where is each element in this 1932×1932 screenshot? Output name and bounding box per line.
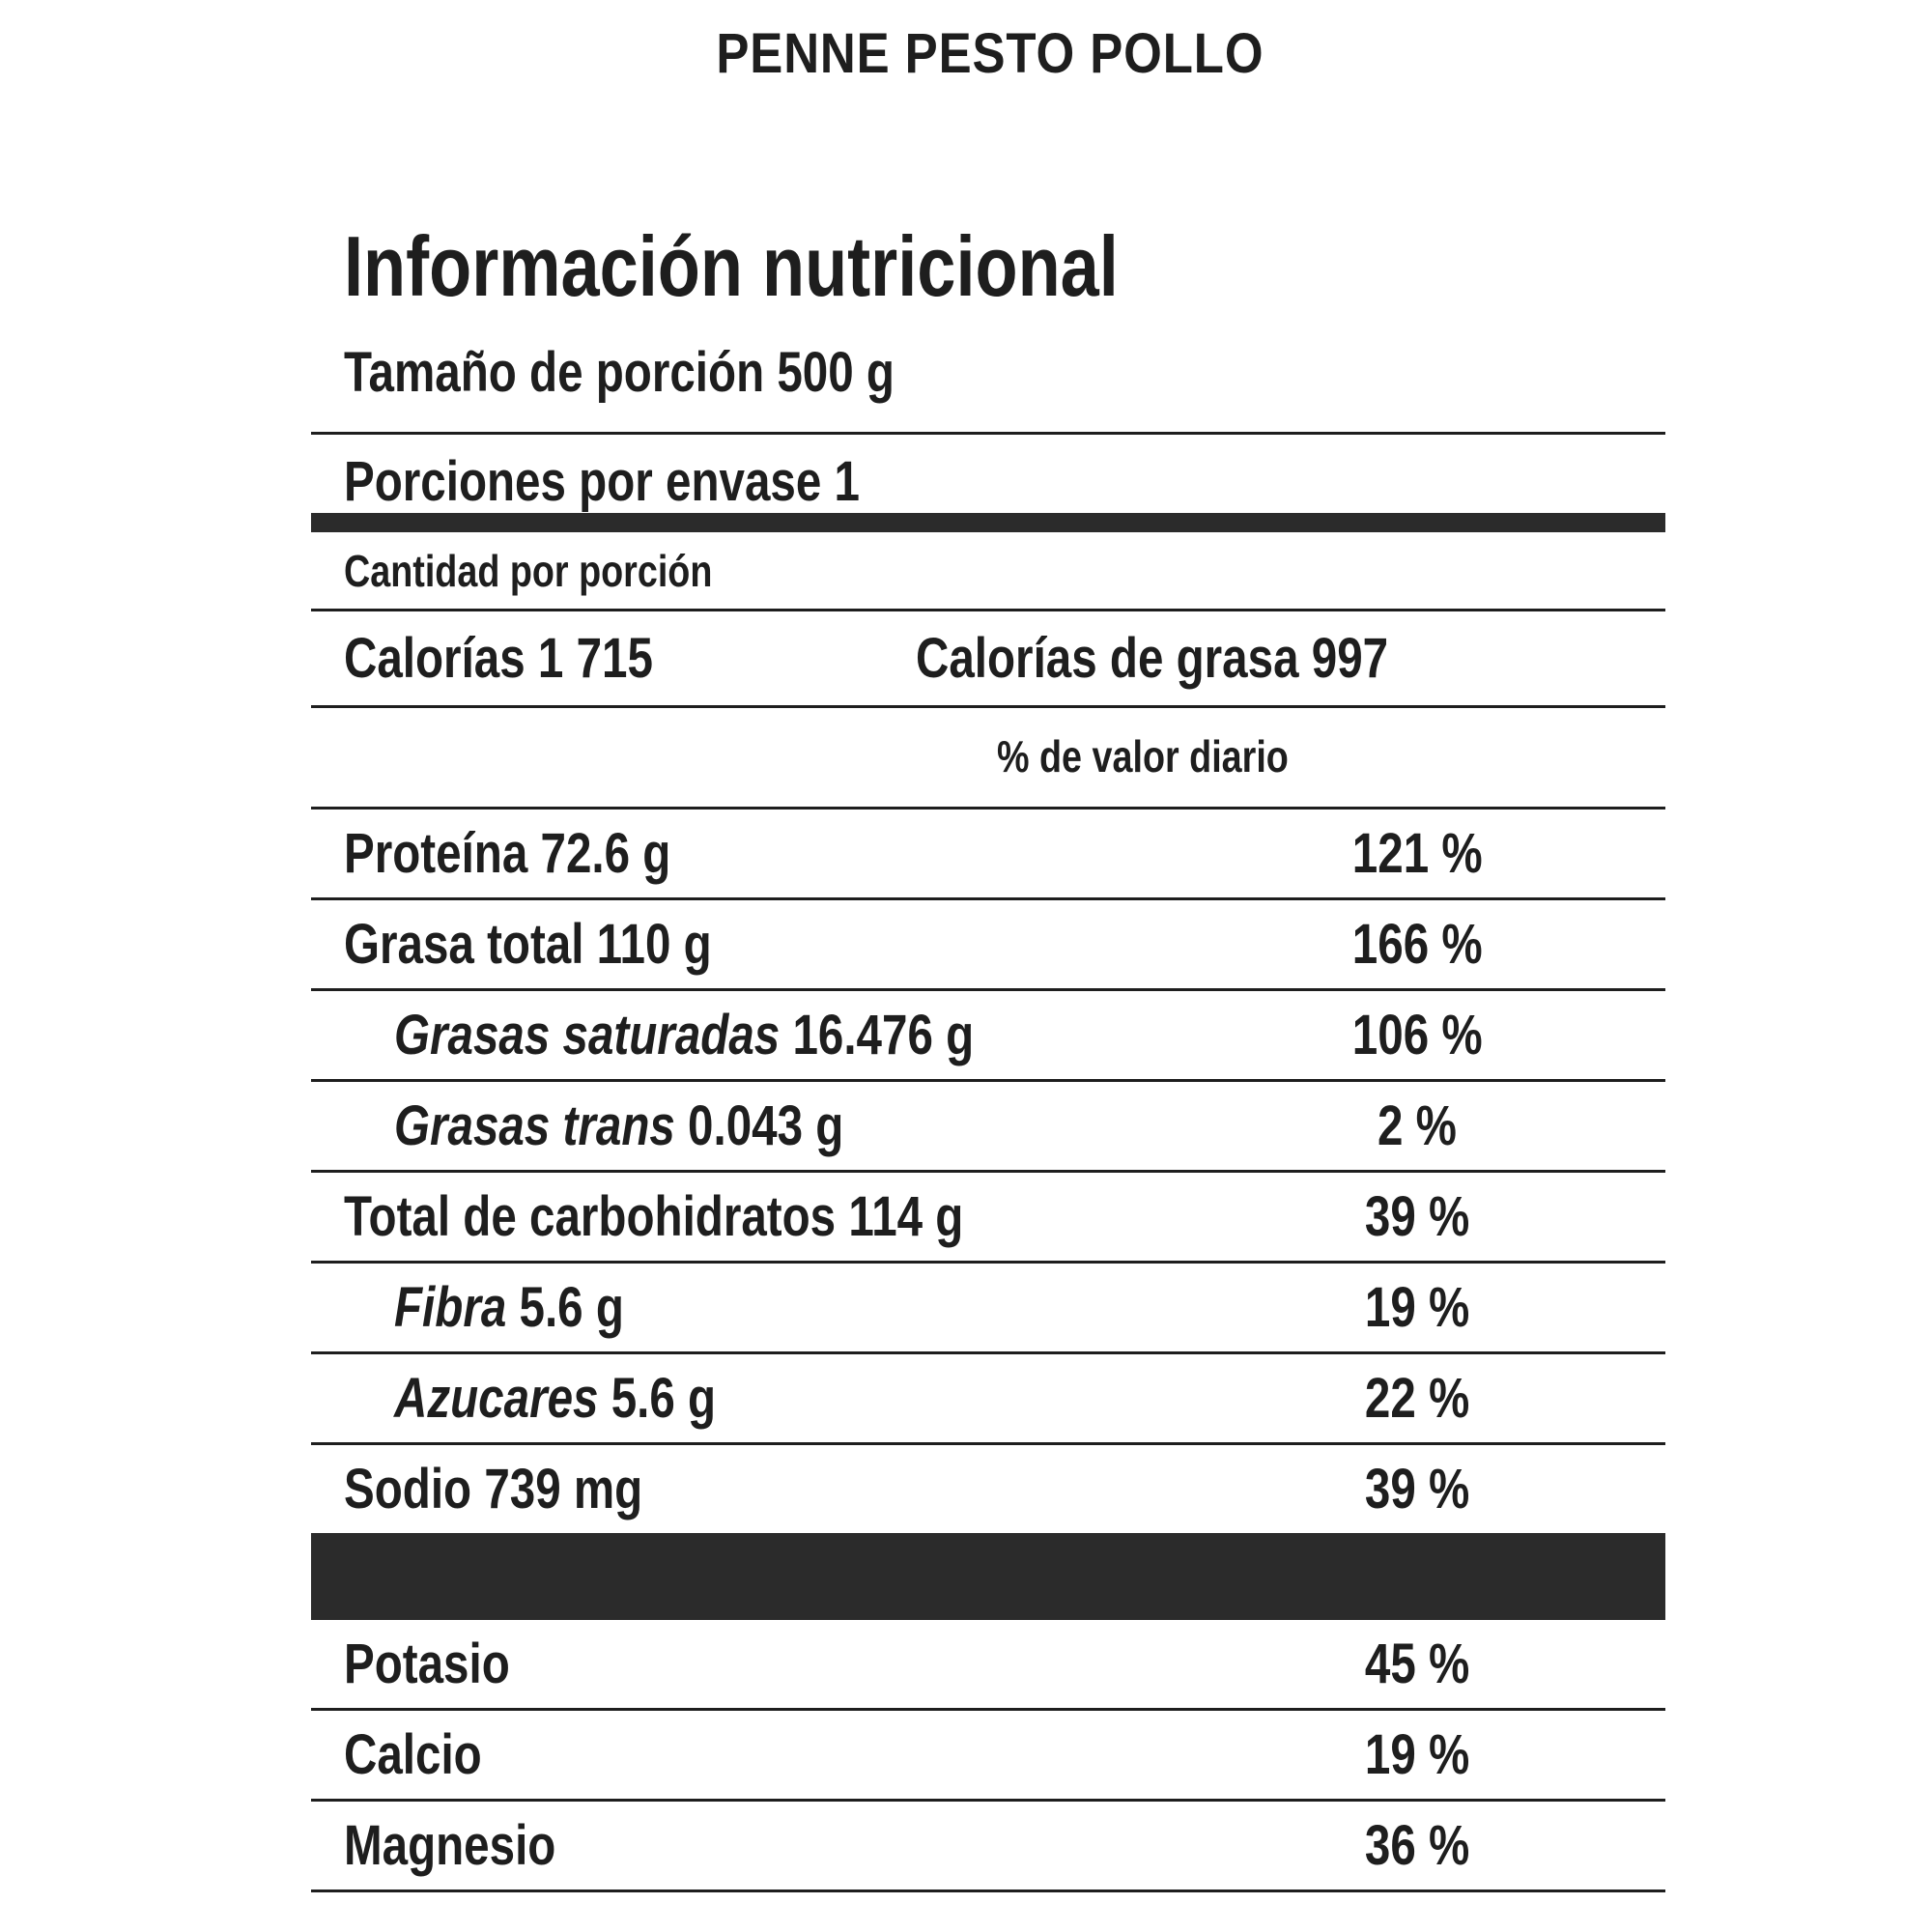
nutrient-row-fiber (311, 1264, 1665, 1354)
calories-from-fat: Calorías de grasa 997 (916, 627, 1389, 690)
serving-size-row (311, 325, 1665, 435)
mineral-row-magnesium (311, 1802, 1665, 1892)
nutrient-row-sodium (311, 1445, 1665, 1536)
nutrient-amount: 72.6 g (540, 822, 671, 885)
servings-per-container: Porciones por envase 1 (344, 450, 860, 513)
nutrient-row-carbohydrates (311, 1173, 1665, 1264)
nutrient-row-sugars (311, 1354, 1665, 1445)
daily-value-header: % de valor diario (997, 731, 1289, 781)
nutrient-amount: 5.6 g (611, 1367, 717, 1430)
nutrient-dv: 106 % (1351, 1004, 1483, 1066)
nutrient-row-protein (311, 810, 1665, 900)
nutrient-amount: 739 mg (484, 1458, 643, 1520)
nutrition-facts-panel (311, 209, 1665, 1892)
nutrient-name: Grasa total (344, 913, 584, 976)
nutrient-dv: 19 % (1364, 1276, 1470, 1339)
nutrient-amount: 0.043 g (688, 1094, 844, 1157)
mineral-dv: 45 % (1364, 1633, 1470, 1695)
nutrient-name: Sodio (344, 1458, 472, 1520)
mineral-dv: 36 % (1364, 1814, 1470, 1877)
nutrient-amount: 16.476 g (792, 1004, 975, 1066)
nutrient-name: Azucares (394, 1367, 599, 1430)
nutrient-row-total-fat (311, 900, 1665, 991)
nutrient-amount: 5.6 g (519, 1276, 624, 1339)
nutrient-dv: 22 % (1364, 1367, 1470, 1430)
servings-per-container-row (311, 435, 1665, 532)
nutrient-dv: 2 % (1378, 1094, 1457, 1157)
nutrient-name: Total de carbohidratos (344, 1185, 837, 1248)
mineral-row-potassium (311, 1620, 1665, 1711)
nutrient-name: Fibra (394, 1276, 507, 1339)
calories-row (311, 611, 1665, 708)
mineral-row-calcium (311, 1711, 1665, 1802)
nutrient-row-saturated-fat (311, 991, 1665, 1082)
nutrient-name: Grasas trans (394, 1094, 675, 1157)
amount-per-serving-row (311, 532, 1665, 611)
mineral-name: Calcio (344, 1723, 482, 1786)
mineral-name: Potasio (344, 1633, 510, 1695)
label-heading: Información nutricional (344, 218, 1119, 314)
mineral-name: Magnesio (344, 1814, 556, 1877)
serving-size: Tamaño de porción 500 g (344, 341, 895, 404)
nutrient-dv: 39 % (1364, 1458, 1470, 1520)
nutrient-row-trans-fat (311, 1082, 1665, 1173)
nutrient-dv: 166 % (1351, 913, 1483, 976)
calories: Calorías 1 715 (344, 627, 653, 690)
amount-per-serving: Cantidad por porción (344, 546, 713, 596)
nutrient-dv: 39 % (1364, 1185, 1470, 1248)
product-title: PENNE PESTO POLLO (716, 22, 1264, 85)
section-divider-band (311, 1533, 1665, 1620)
nutrient-amount: 110 g (596, 913, 712, 976)
nutrient-dv: 121 % (1351, 822, 1483, 885)
nutrient-amount: 114 g (848, 1185, 964, 1248)
mineral-dv: 19 % (1364, 1723, 1470, 1786)
daily-value-header-row (311, 708, 1665, 810)
nutrient-name: Grasas saturadas (394, 1004, 781, 1066)
nutrient-name: Proteína (344, 822, 528, 885)
